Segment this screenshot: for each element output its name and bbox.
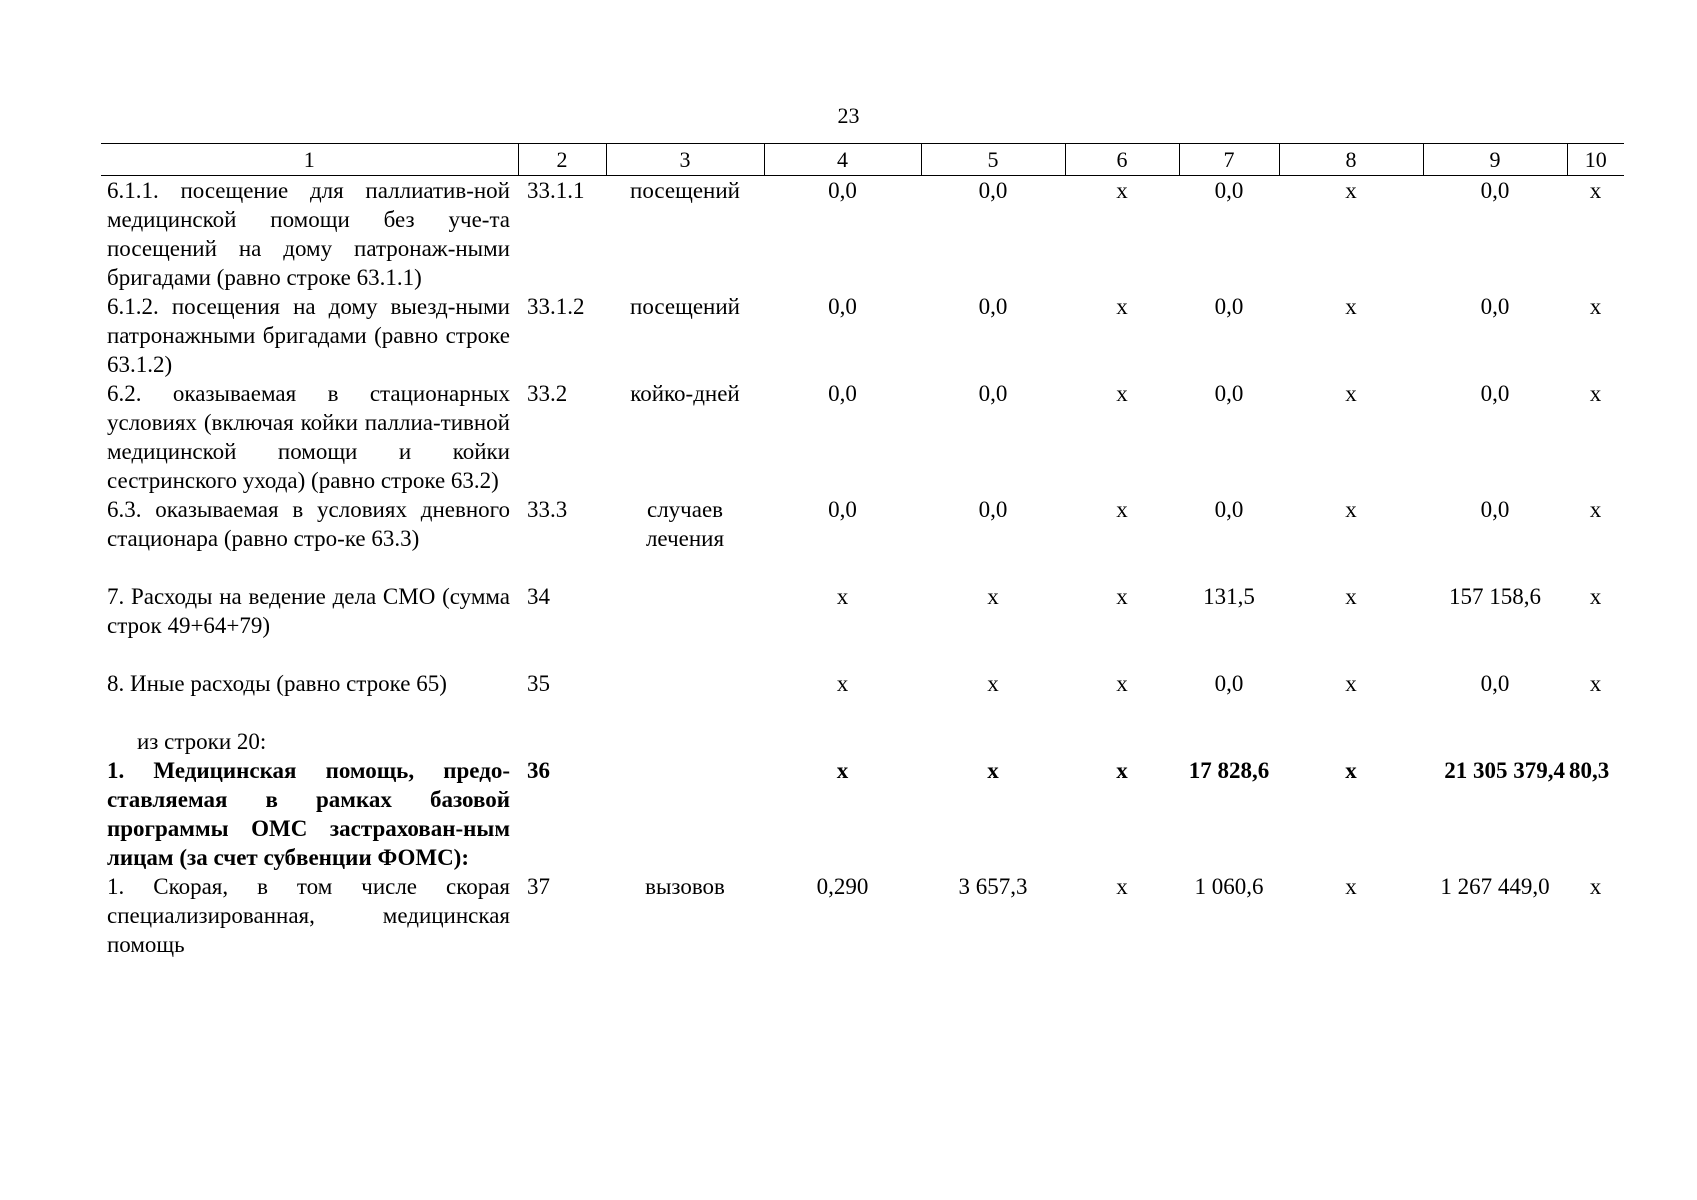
cell-col9: 157 158,6 <box>1449 584 1541 609</box>
header-row <box>101 144 1624 176</box>
cell-col7: 0,0 <box>1214 294 1244 319</box>
cell-col6: х <box>1116 497 1128 522</box>
cell-col8: х <box>1345 758 1357 783</box>
cell-col10: 80,3 <box>1569 758 1610 783</box>
subheading-row <box>101 727 1624 756</box>
table-row <box>101 495 1624 582</box>
cell-col8: х <box>1345 497 1357 522</box>
column-header: 6 <box>1065 144 1179 176</box>
cell-col7: 17 828,6 <box>1188 758 1270 783</box>
cell-col5: х <box>987 671 999 696</box>
cell-col4: х <box>836 584 849 609</box>
cell-col9: 21 305 379,4 <box>1444 758 1565 783</box>
cell-col5: 0,0 <box>978 497 1008 522</box>
cell-col6: х <box>1116 874 1128 899</box>
cell-col4: 0,0 <box>828 178 857 203</box>
table-row <box>101 669 1624 727</box>
data-table <box>101 143 1624 959</box>
cell-col7: 0,0 <box>1214 381 1244 406</box>
row-code: 33.1.2 <box>527 294 585 319</box>
table-row <box>101 292 1624 379</box>
row-unit <box>606 669 764 727</box>
row-unit: случаев лечения <box>645 497 725 551</box>
cell-col10: х <box>1589 874 1602 899</box>
cell-col7: 131,5 <box>1203 584 1255 609</box>
row-name: 6.3. оказываемая в условиях дневного стационара (равно стро-ке 63.3) <box>107 497 510 551</box>
column-header: 8 <box>1279 144 1423 176</box>
cell-col4: 0,290 <box>816 874 869 899</box>
cell-col9: 0,0 <box>1480 178 1510 203</box>
cell-col4: 0,0 <box>828 294 857 319</box>
table-row <box>101 582 1624 669</box>
row-name: 8. Иные расходы (равно строке 65) <box>107 671 447 696</box>
cell-col4: х <box>836 758 849 783</box>
column-header: 9 <box>1423 144 1567 176</box>
row-unit <box>606 582 764 669</box>
cell-col5: х <box>987 584 999 609</box>
cell-col10: х <box>1589 178 1602 203</box>
row-code: 35 <box>527 671 550 696</box>
cell-col6: х <box>1116 671 1128 696</box>
cell-col6: х <box>1116 381 1128 406</box>
table-header <box>101 144 1624 176</box>
table-row <box>101 872 1624 959</box>
cell-col6: х <box>1116 584 1128 609</box>
cell-col6: х <box>1116 294 1128 319</box>
table-row <box>101 176 1624 293</box>
cell-col9: 0,0 <box>1480 381 1510 406</box>
cell-col7: 0,0 <box>1214 497 1244 522</box>
cell-col8: х <box>1345 584 1357 609</box>
cell-col7: 0,0 <box>1214 671 1244 696</box>
row-unit: посещений <box>630 294 740 319</box>
cell-col10: х <box>1589 381 1602 406</box>
row-code: 33.2 <box>527 381 568 406</box>
row-name: 1. Скорая, в том числе скорая специализированная, медицинская помощь <box>107 874 510 957</box>
cell-col8: х <box>1345 178 1357 203</box>
row-code: 34 <box>527 584 550 609</box>
cell-col8: х <box>1345 381 1357 406</box>
cell-col9: 0,0 <box>1480 497 1510 522</box>
row-name: 1. Медицинская помощь, предо-ставляемая в рамках базовой программы ОМС застрахован-ным лицам (за счет субвенции ФОМС): <box>107 758 510 870</box>
column-header: 1 <box>101 144 518 176</box>
cell-col7: 1 060,6 <box>1194 874 1264 899</box>
cell-col6: х <box>1116 758 1128 783</box>
cell-col4: 0,0 <box>828 497 857 522</box>
cell-col4: 0,0 <box>828 381 857 406</box>
page-number: 23 <box>837 103 860 128</box>
subheading: из строки 20: <box>137 729 267 754</box>
table-row <box>101 756 1624 872</box>
row-unit: койко-дней <box>630 381 740 406</box>
row-name: 6.1.1. посещение для паллиатив-ной медицинской помощи без уче-та посещений на дому патронаж-ными бригадами (равно строке 63.1.1) <box>107 178 510 290</box>
row-code: 37 <box>527 874 550 899</box>
cell-col9: 0,0 <box>1480 671 1510 696</box>
cell-col10: х <box>1589 671 1602 696</box>
cell-col5: 0,0 <box>978 178 1008 203</box>
row-code: 33.1.1 <box>527 178 585 203</box>
row-unit: посещений <box>630 178 740 203</box>
row-code: 33.3 <box>527 497 568 522</box>
column-header: 2 <box>518 144 606 176</box>
cell-col5: х <box>987 758 999 783</box>
cell-col4: х <box>836 671 849 696</box>
column-header: 5 <box>921 144 1065 176</box>
column-header: 10 <box>1567 144 1624 176</box>
cell-col7: 0,0 <box>1214 178 1244 203</box>
row-name: 7. Расходы на ведение дела СМО (сумма строк 49+64+79) <box>107 584 510 638</box>
column-header: 3 <box>606 144 764 176</box>
cell-col10: х <box>1589 584 1602 609</box>
cell-col6: х <box>1116 178 1128 203</box>
row-unit: вызовов <box>645 874 725 899</box>
cell-col5: 0,0 <box>978 381 1008 406</box>
cell-col8: х <box>1345 294 1357 319</box>
row-code: 36 <box>527 758 550 783</box>
cell-col9: 1 267 449,0 <box>1440 874 1550 899</box>
cell-col9: 0,0 <box>1480 294 1510 319</box>
cell-col5: 3 657,3 <box>958 874 1028 899</box>
table-row <box>101 379 1624 495</box>
row-unit <box>606 756 764 872</box>
cell-col8: х <box>1345 671 1357 696</box>
cell-col5: 0,0 <box>978 294 1008 319</box>
cell-col10: х <box>1589 294 1602 319</box>
row-name: 6.2. оказываемая в стационарных условиях (включая койки паллиа-тивной медицинской помощи и койки сестринского ухода) (равно строке 63.2) <box>107 381 510 493</box>
column-header: 7 <box>1179 144 1279 176</box>
row-name: 6.1.2. посещения на дому выезд-ными патронажными бригадами (равно строке 63.1.2) <box>107 294 510 377</box>
cell-col8: х <box>1345 874 1357 899</box>
cell-col10: х <box>1589 497 1602 522</box>
column-header: 4 <box>764 144 921 176</box>
